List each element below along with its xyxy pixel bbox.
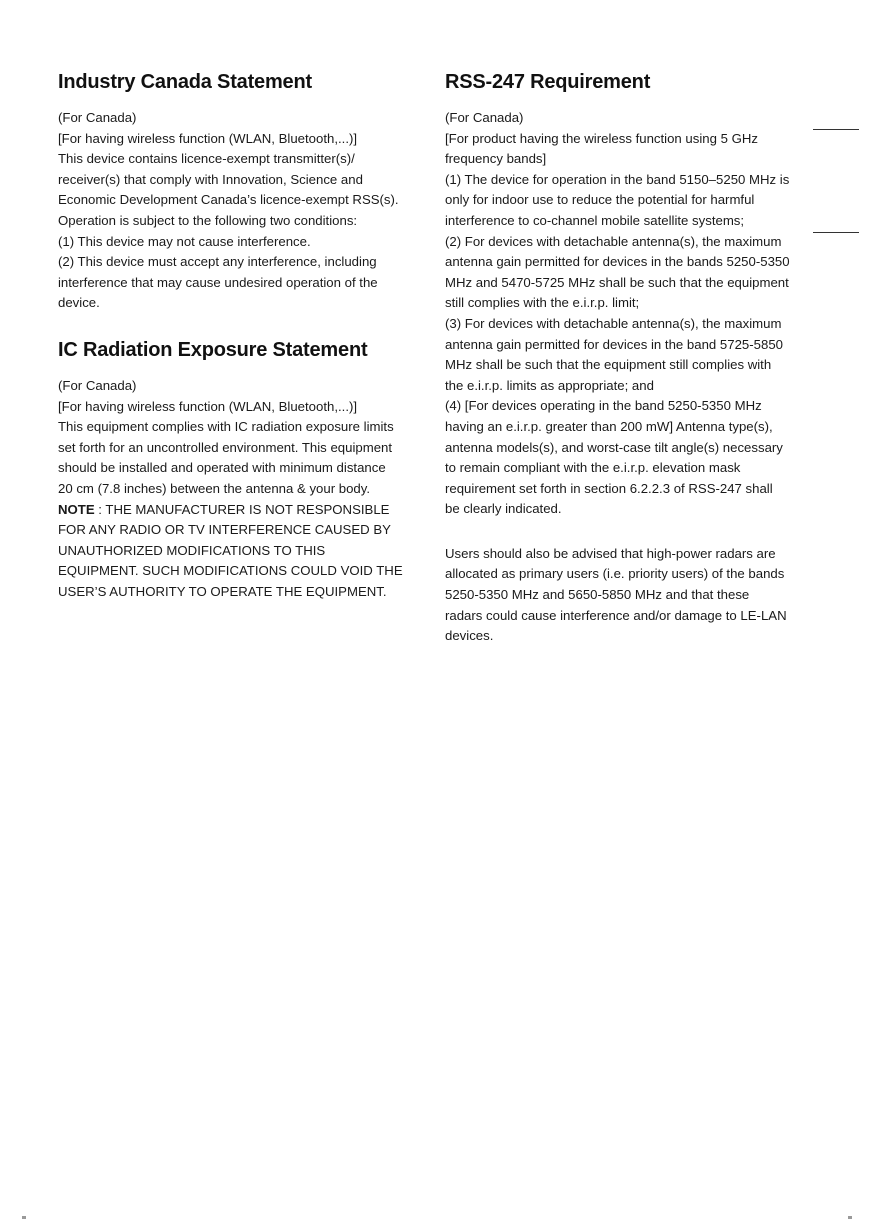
5ghz-product-text: [For product having the wireless function using 5 GHz frequency bands]	[445, 130, 758, 167]
for-canada-text: (For Canada)	[445, 110, 524, 125]
left-column	[58, 68, 403, 602]
side-divider-bottom	[813, 232, 859, 233]
wireless-function-text: [For having wireless function (WLAN, Bluetooth,...)]	[58, 130, 358, 146]
requirement-3-text: (3) For devices with detachable antenna(s), the maximum antenna gain permitted for devices in the band 5725-5850 MHz shall be such that the equipment still complies with the e.i.r.p. limits as appropriate; and	[445, 315, 783, 393]
requirement-2-text: (2) For devices with detachable antenna(s), the maximum antenna gain permitted for devices in the bands 5250-5350 MHz and 5470-5725 MHz shall be such that the equipment still complies with the e.i.r.p. limit;	[445, 233, 790, 311]
manufacturer-note	[58, 500, 403, 603]
note-label: NOTE	[58, 501, 95, 517]
industry-canada-title: Industry Canada Statement	[58, 71, 312, 93]
radar-advisory-text: Users should also be advised that high-power radars are allocated as primary users (i.e. priority users) of the bands 5250-5350 MHz and 5650-5850 MHz and that these radars could cause interference and/or damage to LE-LAN devices.	[445, 545, 787, 644]
note-text: : THE MANUFACTURER IS NOT RESPONSIBLE FOR ANY RADIO OR TV INTERFERENCE CAUSED BY UNAUTHORIZED MODIFICATIONS TO THIS EQUIPMENT. SUCH MODIFICATIONS COULD VOID THE USER’S AUTHORITY TO OPERATE THE EQUIPMENT.	[58, 501, 403, 599]
right-column	[445, 68, 790, 647]
rss-247-title: RSS-247 Requirement	[445, 71, 651, 93]
condition-1-text: (1) This device may not cause interference.	[58, 233, 311, 249]
for-canada-text: (For Canada)	[58, 110, 137, 125]
side-divider-top	[813, 129, 859, 130]
licence-exempt-text: This device contains licence-exempt transmitter(s)/ receiver(s) that comply with Innovation, Science and Economic Development Canada’s licence-exempt RSS(s). Operation is subject to the following two conditions:	[58, 151, 399, 228]
for-canada-text: (For Canada)	[58, 377, 137, 393]
requirement-1-text: (1) The device for operation in the band 5150–5250 MHz is only for indoor use to reduce the potential for harmful interference to co-channel mobile satellite systems;	[445, 171, 790, 228]
crop-mark-right	[848, 1216, 852, 1219]
wireless-function-text: [For having wireless function (WLAN, Bluetooth,...)]	[58, 398, 358, 414]
ic-radiation-title: IC Radiation Exposure Statement	[58, 338, 368, 361]
requirement-4-text: (4) [For devices operating in the band 5250-5350 MHz having an e.i.r.p. greater than 200 mW] Antenna type(s), antenna models(s), and worst-case tilt angle(s) necessary to remain compliant with the e.i.r.p. elevation mask requirement set forth in section 6.2.2.3 of RSS-247 shall be clearly indicated.	[445, 398, 783, 517]
crop-mark-left	[22, 1216, 26, 1219]
radiation-exposure-text: This equipment complies with IC radiation exposure limits set forth for an uncontrolled environment. This equipment should be installed and operated with minimum distance 20 cm (7.8 inches) between the antenna & your body.	[58, 419, 394, 496]
condition-2-text: (2) This device must accept any interference, including interference that may cause undesired operation of the device.	[58, 254, 378, 311]
